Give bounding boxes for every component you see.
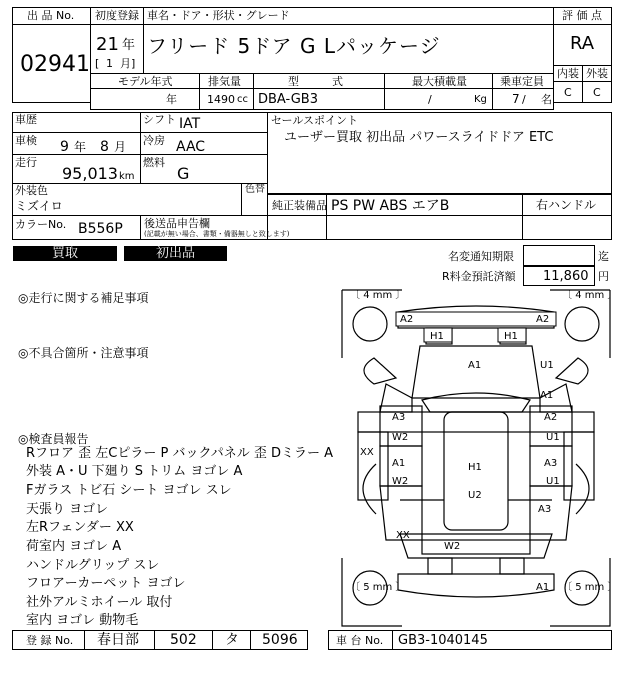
recycle-unit: 円 xyxy=(598,270,609,283)
mileage-value: 95,013 xyxy=(62,164,118,183)
badge-purchase: 買取 xyxy=(13,246,117,261)
mark-right-fender: U1 xyxy=(540,360,554,371)
name-change-box xyxy=(523,245,595,266)
chassis-number: GB3-1040145 xyxy=(398,633,488,648)
capacity-sep: / xyxy=(522,93,526,106)
interior-grade: C xyxy=(564,86,572,99)
color-value: ミズイロ xyxy=(15,199,63,213)
reg-month: 1 xyxy=(106,57,113,70)
driving-notes-heading: ◎走行に関する補足事項 xyxy=(18,291,149,305)
tire-tr-depth: 〔 4 mm 〕 xyxy=(562,290,618,301)
exterior-label: 外装 xyxy=(586,67,608,80)
displacement-label: 排気量 xyxy=(208,75,241,88)
color-label: 外装色 xyxy=(15,184,48,197)
max-load-unit: Kg xyxy=(474,94,487,105)
inspection-month-unit: 月 xyxy=(114,140,127,154)
report-line: 社外アルミホイール 取付 xyxy=(26,595,173,610)
mileage-label: 走行 xyxy=(15,156,37,169)
report-line: フロアーカーペット ヨゴレ xyxy=(26,576,186,591)
inspection-year-unit: 年 xyxy=(74,140,87,154)
max-load-label: 最大積載量 xyxy=(412,75,467,88)
mark-rear-panel: W2 xyxy=(444,541,461,552)
chassis-label: 車 台 No. xyxy=(336,634,384,647)
tire-bl-depth: 〔 5 mm 〕 xyxy=(350,582,406,593)
interior-label: 内装 xyxy=(557,67,579,80)
mark-left-front-door-lower: W2 xyxy=(392,432,409,443)
report-line: ハンドルグリップ スレ xyxy=(26,558,160,573)
tire-br-depth: 〔 5 mm 〕 xyxy=(562,582,618,593)
exterior-grade: C xyxy=(593,86,601,99)
shift-label: シフト xyxy=(143,113,176,126)
model-type: DBA-GB3 xyxy=(258,92,318,107)
reg-month-open: [ xyxy=(95,57,100,70)
displacement-value: 1490 xyxy=(207,93,235,106)
mark-left-rear-door-upper: A1 xyxy=(392,458,406,469)
report-line: 天張り ヨゴレ xyxy=(26,502,109,517)
displacement-unit: cc xyxy=(237,94,248,105)
shift-value: IAT xyxy=(179,116,201,132)
docs-right-box xyxy=(267,215,612,240)
registration-area: 春日部 xyxy=(97,632,139,648)
mark-right-rear-fender: A3 xyxy=(538,504,552,515)
history-label: 車歴 xyxy=(15,113,37,126)
inspector-report-heading: ◎検査員報告 xyxy=(18,432,89,446)
fuel-value: G xyxy=(177,164,190,183)
reg-month-close: 月] xyxy=(120,57,136,70)
docs-note: (記載が無い場合、書類・備器無しと致します) xyxy=(144,230,290,238)
registration-number: 5096 xyxy=(262,632,298,648)
registration-kana: タ xyxy=(225,632,239,648)
recolor-label: 色替 xyxy=(245,184,265,195)
mark-right-rear-door-lower: U1 xyxy=(546,476,560,487)
grade-value: RA xyxy=(570,33,595,54)
capacity-unit: 名 xyxy=(541,93,552,106)
equipment-label: 純正装備品 xyxy=(272,199,327,212)
ac-label: 冷房 xyxy=(143,134,165,147)
report-line: 外装 A・U 下廻り S トリム ヨゴレ A xyxy=(26,464,243,479)
inspection-month: 8 xyxy=(100,139,109,155)
badge-first-listing: 初出品 xyxy=(124,246,227,261)
recycle-value: 11,860 xyxy=(543,269,589,284)
tire-tl-depth: 〔 4 mm 〕 xyxy=(350,290,406,301)
fuel-label: 燃料 xyxy=(143,156,165,169)
mark-light-left: H1 xyxy=(430,331,444,342)
car-name-label: 車名・ドア・形状・グレード xyxy=(147,9,290,22)
mark-light-right: H1 xyxy=(504,331,518,342)
recycle-label: R料金預託済額 xyxy=(442,270,516,283)
car-damage-diagram xyxy=(340,288,618,628)
car-name: フリード 5ドア G Lパッケージ xyxy=(147,34,441,58)
grade-label: 評 価 点 xyxy=(562,9,602,22)
mark-left-rear-door-lower: W2 xyxy=(392,476,409,487)
type-label: 型 式 xyxy=(288,75,343,88)
color-no-label: カラーNo. xyxy=(15,218,67,231)
reg-year-unit: 年 xyxy=(122,38,136,53)
report-line: 荷室内 ヨゴレ A xyxy=(26,539,122,554)
model-year-label: モデル年式 xyxy=(118,75,173,88)
sales-point-label: セールスポイント xyxy=(271,114,359,127)
reg-year: 21 xyxy=(96,34,119,55)
report-line: 室内 ヨゴレ 動物毛 xyxy=(26,613,139,628)
inspection-label: 車検 xyxy=(15,134,37,147)
mark-right-front-door-lower: U1 xyxy=(546,432,560,443)
mark-right-front-door-upper: A2 xyxy=(544,412,558,423)
lot-number: 02941 xyxy=(20,52,90,77)
mark-rear-bumper: A1 xyxy=(536,582,550,593)
report-line: 左Rフェンダー XX xyxy=(26,520,134,535)
mark-front-bumper-left: A2 xyxy=(400,314,414,325)
inspection-year: 9 xyxy=(60,139,69,155)
equipment-value: PS PW ABS エアB xyxy=(331,198,450,214)
name-change-unit: 迄 xyxy=(598,250,609,263)
mileage-unit: km xyxy=(119,171,135,182)
docs-label: 後送品申告欄 xyxy=(144,217,210,230)
report-line: Fガラス トビ石 シート ヨゴレ スレ xyxy=(26,483,232,498)
mark-left-rear-fender: XX xyxy=(396,530,410,541)
registration-class: 502 xyxy=(170,632,197,648)
capacity-label: 乗車定員 xyxy=(500,75,544,88)
mark-left-side: XX xyxy=(360,447,374,458)
mark-roof: H1 xyxy=(468,462,482,473)
capacity-value: 7 xyxy=(512,92,520,106)
mark-hood: A1 xyxy=(468,360,482,371)
name-change-label: 名変通知期限 xyxy=(448,250,514,263)
report-line: Rフロア 歪 左Cピラー P バックパネル 歪 Dミラー A xyxy=(26,446,333,461)
color-no-value: B556P xyxy=(78,221,123,237)
max-load-value: / xyxy=(428,93,432,106)
registration-label: 登 録 No. xyxy=(26,634,74,647)
mark-right-mirror-area: A1 xyxy=(540,390,554,401)
mark-front-bumper-right: A2 xyxy=(536,314,550,325)
lot-label: 出 品 No. xyxy=(27,9,75,22)
steering-side: 右ハンドル xyxy=(536,198,597,212)
mark-right-rear-door-upper: A3 xyxy=(544,458,558,469)
sales-point-text: ユーザー買取 初出品 パワースライドドア ETC xyxy=(284,130,554,145)
model-year-unit: 年 xyxy=(166,93,177,106)
first-reg-label: 初度登録 xyxy=(95,9,139,22)
ac-value: AAC xyxy=(176,139,206,155)
mark-left-front-door-upper: A3 xyxy=(392,412,406,423)
defects-heading: ◎不具合箇所・注意事項 xyxy=(18,346,149,360)
mark-roof-rear: U2 xyxy=(468,490,482,501)
